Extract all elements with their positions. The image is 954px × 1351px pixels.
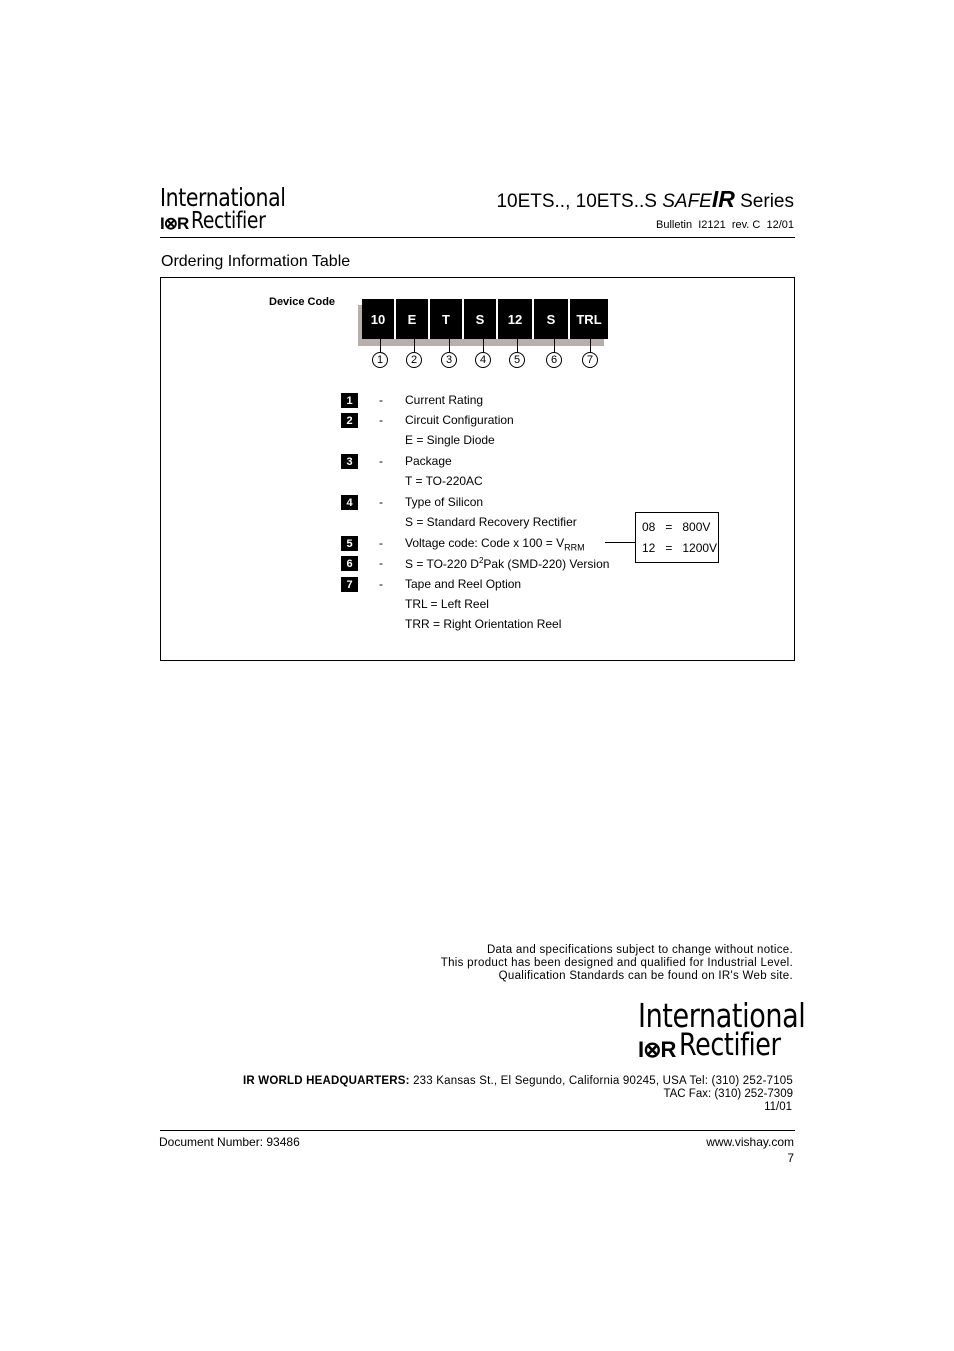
voltage-row: 08 = 800V [642,520,711,534]
legend-badge-1: 1 [341,393,358,408]
legend-dash: - [379,536,383,550]
hq-address [243,1075,793,1087]
device-code-label: Device Code [269,296,336,308]
tick-4 [483,339,484,352]
disclaimer-line: Qualification Standards can be found on IR's Web site. [498,970,793,982]
code-cell-voltage: 12 [498,299,534,339]
legend-text: Circuit Configuration [405,413,514,427]
legend-text: Type of Silicon [405,495,484,509]
code-cell-version: S [534,299,570,339]
tick-1 [380,339,381,352]
legend-badge-2: 2 [341,413,358,428]
legend-badge-7: 7 [341,577,358,592]
voltage-row: 12 = 1200V [642,541,718,555]
legend-dash: - [379,577,383,591]
disclaimer-line: This product has been designed and qualified for Industrial Level. [440,957,793,969]
legend-text: S = Standard Recovery Rectifier [405,515,577,529]
position-number-1: 1 [372,352,388,368]
legend-text: E = Single Diode [405,433,495,447]
fax-number: TAC Fax: (310) 252-7309 [663,1088,793,1100]
legend-text: Package [405,454,452,468]
hq-text: 233 Kansas St., El Segundo, California 90245, USA Tel: (310) 252-7105 [409,1075,793,1087]
legend-text: T = TO-220AC [405,474,483,488]
device-code-strip [362,299,608,339]
version-text: S = TO-220 D [405,557,479,571]
legend-dash: - [379,454,383,468]
ior-logo-icon: I⊗R [638,1037,676,1062]
title-ir: IR [711,186,735,212]
legend-text: Tape and Reel Option [405,577,522,591]
code-cell-package: T [430,299,464,339]
footer-logo-rectifier: Rectifier [679,1027,782,1063]
code-cell-silicon: S [464,299,498,339]
voltage-table-box [635,512,719,563]
voltage-code-text: Voltage code: Code x 100 = V [405,536,565,550]
tick-5 [517,339,518,352]
legend-text: TRR = Right Orientation Reel [405,617,562,631]
ior-logo-icon: I⊗R [160,214,189,233]
position-number-7: 7 [582,352,598,368]
title-prefix: 10ETS.., 10ETS..S [496,191,663,212]
header-logo-rectifier-row [160,210,282,234]
position-number-2: 2 [406,352,422,368]
legend-text: Current Rating [405,393,484,407]
legend-badge-3: 3 [341,454,358,469]
tick-6 [554,339,555,352]
code-cell-current-rating: 10 [362,299,396,339]
footer-logo-rectifier-row [638,1027,803,1063]
legend-badge-6: 6 [341,556,358,571]
hq-label: IR WORLD HEADQUARTERS: [243,1075,410,1087]
legend-dash: - [379,556,383,570]
legend-text: TRL = Left Reel [405,597,489,611]
title-safe: SAFE [662,191,712,212]
header-divider [160,237,795,238]
d2-superscript: 2 [478,556,484,565]
position-number-4: 4 [475,352,491,368]
document-number: Document Number: 93486 [159,1135,300,1149]
version-text-2: Pak (SMD-220) Version [483,557,610,571]
voltage-connector-line [605,542,636,543]
section-title: Ordering Information Table [161,253,351,270]
footer-logo-international: International [638,996,806,1035]
code-cell-circuit: E [396,299,430,339]
legend-text-voltage [405,536,585,552]
page-title [496,186,794,213]
legend-badge-4: 4 [341,495,358,510]
legend-text-version [405,556,609,571]
header-logo-international: International [160,183,286,212]
legend-dash: - [379,393,383,407]
footer-date: 11/01 [764,1101,792,1113]
code-cell-reel: TRL [570,299,608,339]
footer-divider [160,1130,795,1131]
legend-dash: - [379,495,383,509]
position-number-5: 5 [509,352,525,368]
tick-2 [414,339,415,352]
position-number-3: 3 [441,352,457,368]
title-suffix: Series [734,191,794,212]
legend-badge-5: 5 [341,536,358,551]
vrrm-subscript: RRM [564,542,585,553]
disclaimer-line: Data and specifications subject to change without notice. [486,944,793,956]
tick-3 [449,339,450,352]
website-link[interactable]: www.vishay.com [706,1135,794,1149]
position-number-6: 6 [546,352,562,368]
bulletin-info: Bulletin I2121 rev. C 12/01 [656,219,794,231]
page-number: 7 [787,1151,794,1165]
tick-7 [590,339,591,352]
legend-dash: - [379,413,383,427]
header-logo-rectifier: Rectifier [191,208,266,234]
